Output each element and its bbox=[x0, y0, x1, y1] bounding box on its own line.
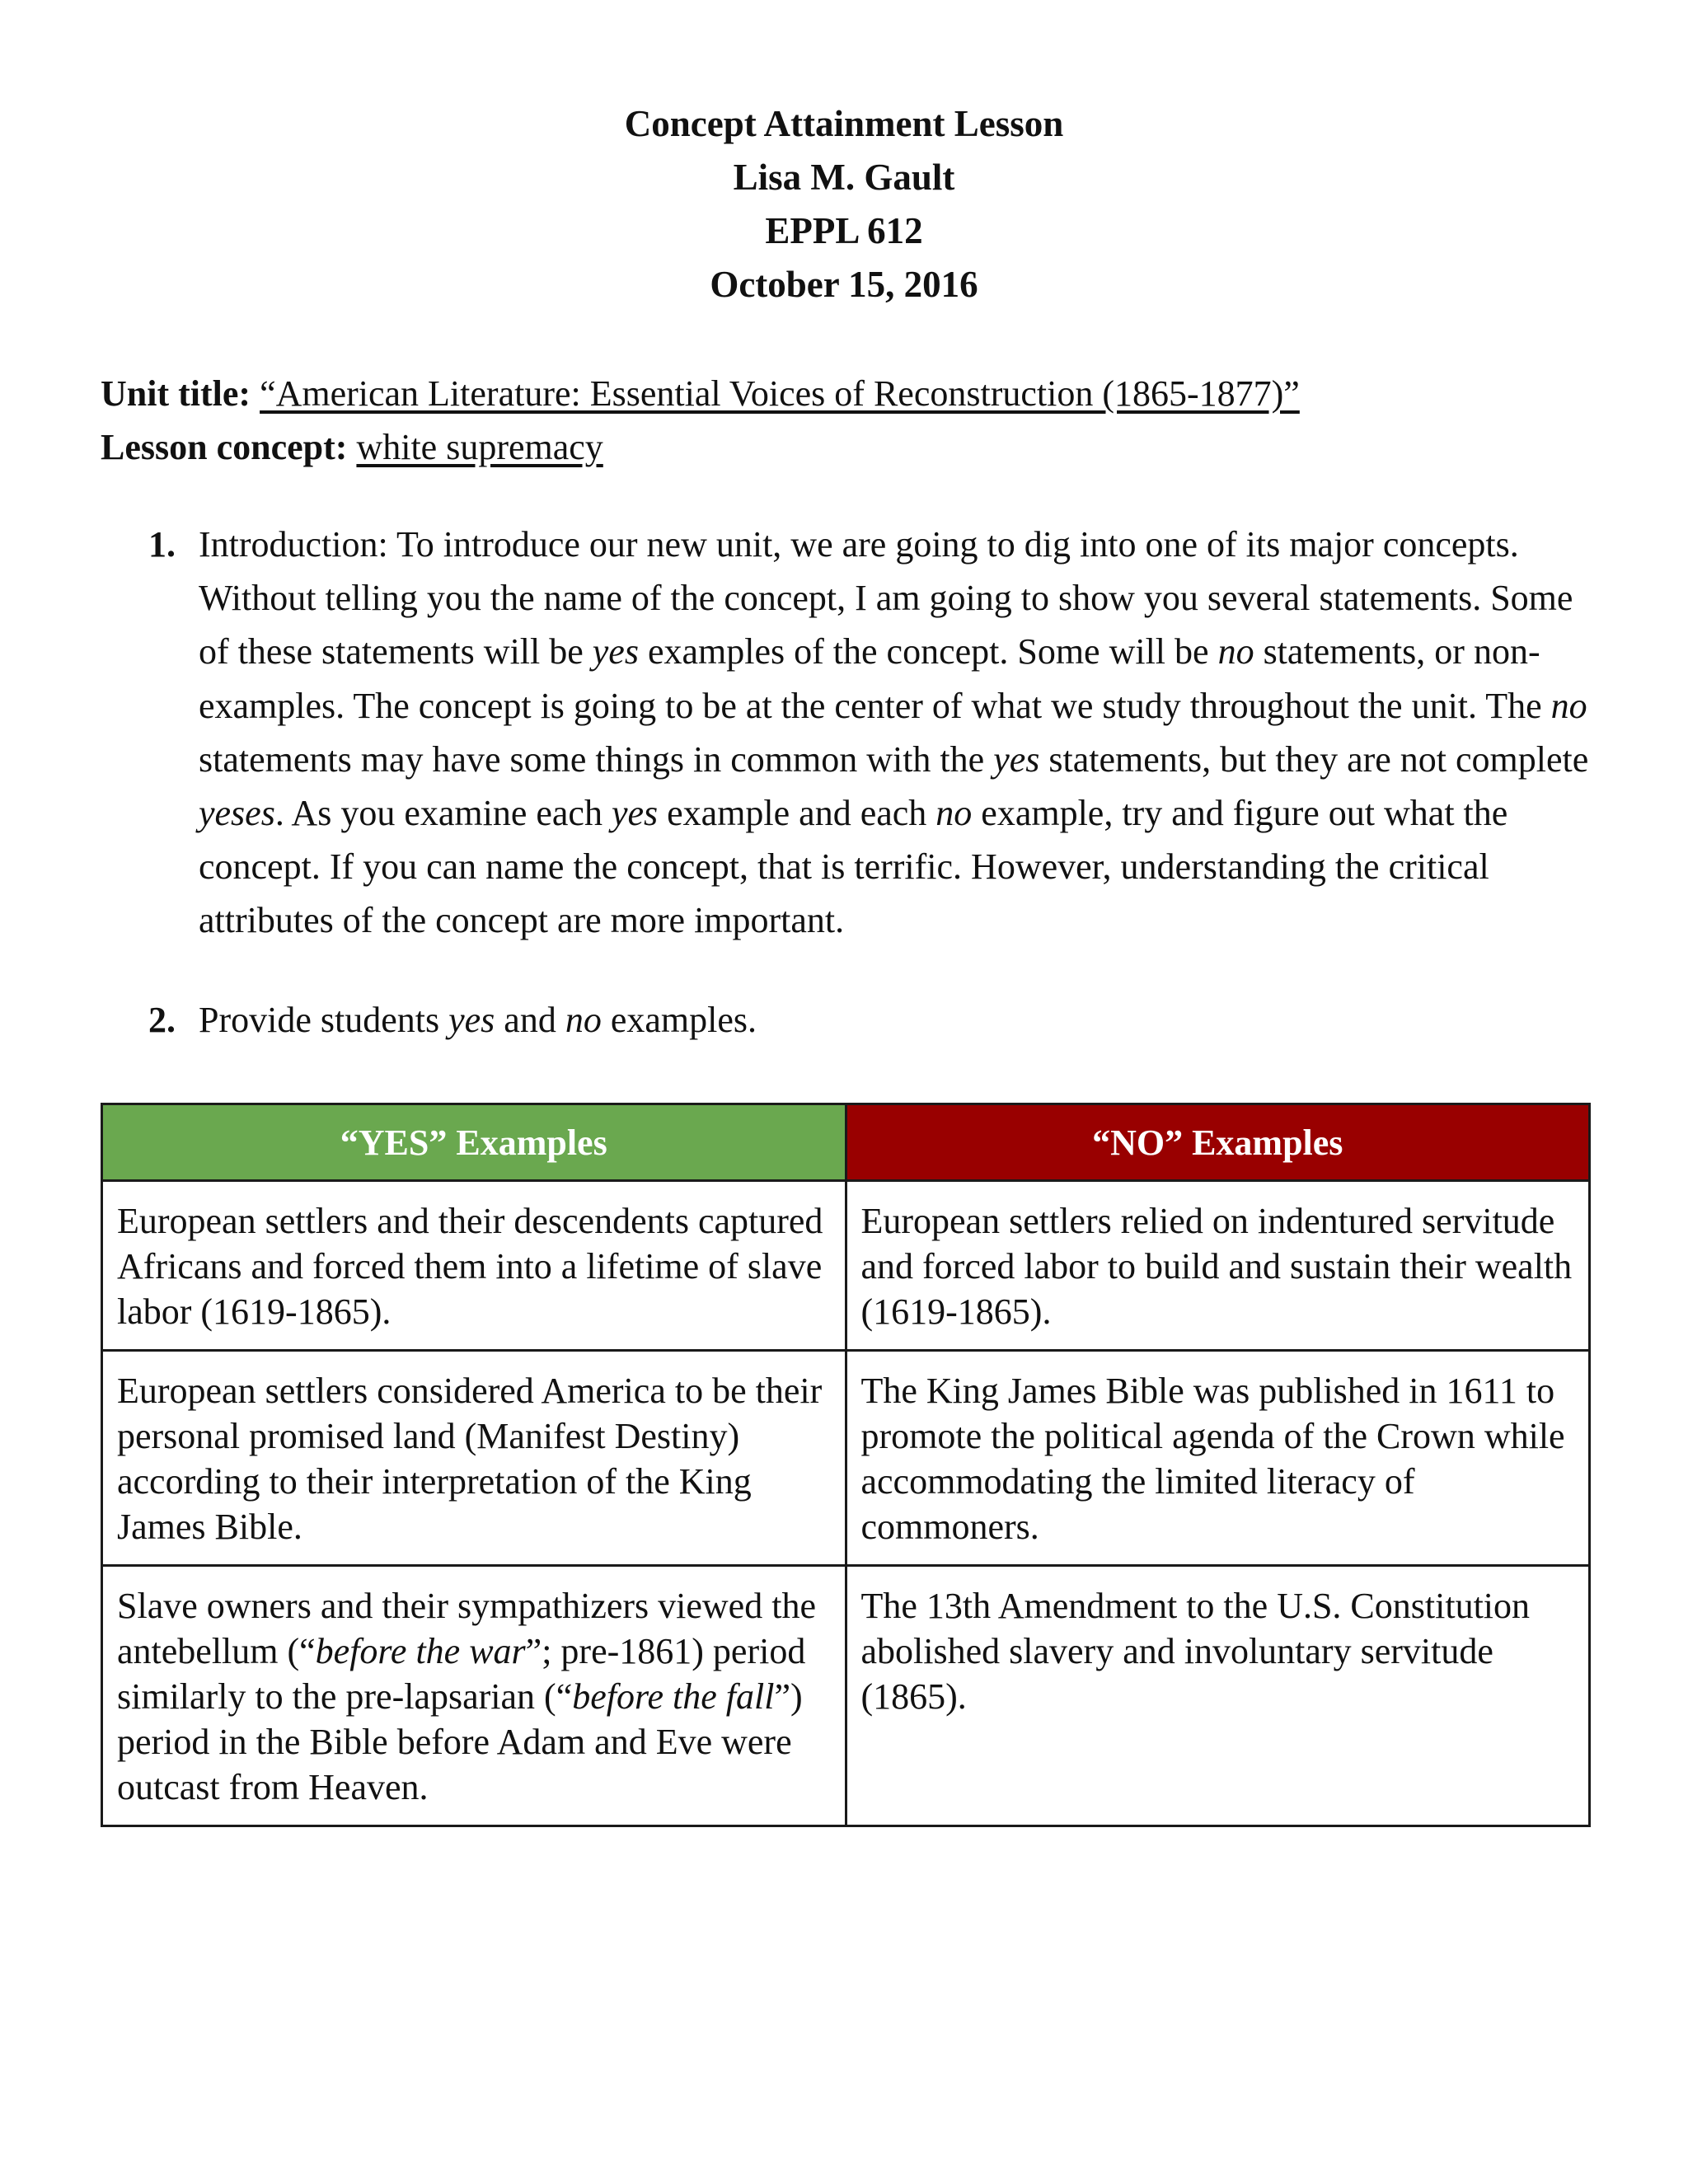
author-name: Lisa M. Gault bbox=[733, 157, 955, 198]
table-header-row bbox=[102, 1104, 1590, 1181]
document-title: Concept Attainment Lesson bbox=[624, 103, 1064, 144]
text-segment: . As you examine each bbox=[274, 793, 612, 834]
unit-title-value: “American Literature: Essential Voices of Reconstruction (1865-1877)” bbox=[260, 373, 1300, 414]
italic-yes: yes bbox=[993, 738, 1040, 780]
text-segment: statements may have some things in common with the bbox=[199, 738, 994, 780]
cell-text: European settlers relied on indentured servitude and forced labor to build and sustain their wealth (1619-1865). bbox=[860, 1201, 1573, 1332]
step-text bbox=[199, 993, 1601, 1047]
cell-text: ”; pre-1861) period similarly to the pre-lapsarian (“ bbox=[117, 1631, 806, 1717]
italic-no: no bbox=[1217, 631, 1254, 673]
text-segment: statements, but they are not complete bbox=[1039, 738, 1589, 780]
italic-yes: yes bbox=[611, 793, 659, 834]
step-number: 1. bbox=[148, 524, 176, 565]
italic-no: no bbox=[1550, 685, 1587, 726]
unit-title-line bbox=[101, 367, 1601, 420]
italic-phrase: before the fall bbox=[572, 1676, 775, 1717]
text-segment: and bbox=[495, 999, 565, 1040]
no-examples-header: “NO” Examples bbox=[846, 1104, 1590, 1181]
italic-no: no bbox=[565, 999, 602, 1040]
examples-table bbox=[101, 1103, 1591, 1827]
cell-text: Slave owners and their sympathizers viewed the antebellum (“ bbox=[117, 1586, 816, 1671]
lesson-steps bbox=[101, 518, 1601, 1047]
no-example-cell bbox=[846, 1566, 1590, 1826]
course-code: EPPL 612 bbox=[765, 210, 923, 251]
table-row bbox=[102, 1351, 1590, 1566]
italic-yes: yes bbox=[592, 631, 639, 673]
no-example-cell bbox=[846, 1351, 1590, 1566]
unit-info bbox=[101, 367, 1601, 474]
table-row bbox=[102, 1566, 1590, 1826]
text-segment: example, try and figure out what the concept. If you can name the concept, that is terrific. However, understanding the critical attributes of the concept are more important. bbox=[199, 793, 1508, 941]
yes-example-cell bbox=[102, 1566, 846, 1826]
italic-phrase: before the war bbox=[315, 1631, 526, 1671]
step-number: 2. bbox=[148, 999, 176, 1040]
cell-text: ”) period in the Bible before Adam and Eve were outcast from Heaven. bbox=[117, 1676, 803, 1807]
cell-text: European settlers and their descendents captured Africans and forced them into a lifetime of slave labor (1619-1865). bbox=[117, 1201, 823, 1332]
cell-text: The 13th Amendment to the U.S. Constitution abolished slavery and involuntary servitude (1865). bbox=[860, 1586, 1531, 1717]
text-segment: statements, or non-examples. The concept is going to be at the center of what we study throughout the unit. The bbox=[199, 631, 1551, 726]
text-segment: examples. bbox=[601, 999, 757, 1040]
italic-yeses: yeses bbox=[199, 793, 275, 834]
step-text bbox=[199, 518, 1601, 948]
step-provide-examples bbox=[101, 993, 1601, 1047]
lesson-concept-value: white supremacy bbox=[356, 427, 603, 467]
text-segment: Provide students bbox=[199, 999, 449, 1040]
table-row bbox=[102, 1181, 1590, 1351]
step-introduction bbox=[101, 518, 1601, 948]
yes-examples-header: “YES” Examples bbox=[102, 1104, 846, 1181]
text-segment: example and each bbox=[658, 793, 936, 834]
text-segment: Introduction: To introduce our new unit, we are going to dig into one of its major concepts. Without telling you the name of the concept, I am going to show you several statements. Some of these statements will be bbox=[199, 524, 1573, 673]
document-date: October 15, 2016 bbox=[710, 264, 978, 305]
yes-example-cell bbox=[102, 1351, 846, 1566]
unit-title-label: Unit title: bbox=[101, 373, 251, 414]
yes-example-cell bbox=[102, 1181, 846, 1351]
lesson-concept-line bbox=[101, 420, 1601, 474]
lesson-concept-label: Lesson concept: bbox=[101, 427, 348, 467]
italic-yes: yes bbox=[448, 999, 495, 1040]
cell-text: European settlers considered America to be their personal promised land (Manifest Destiny) according to their interpretation of the King James Bible. bbox=[117, 1371, 823, 1547]
document-header bbox=[0, 97, 1688, 312]
cell-text: The King James Bible was published in 1611 to promote the political agenda of the Crown while accommodating the limited literacy of commoners. bbox=[860, 1371, 1565, 1547]
italic-no: no bbox=[935, 793, 973, 834]
no-example-cell bbox=[846, 1181, 1590, 1351]
text-segment: examples of the concept. Some will be bbox=[638, 631, 1218, 673]
